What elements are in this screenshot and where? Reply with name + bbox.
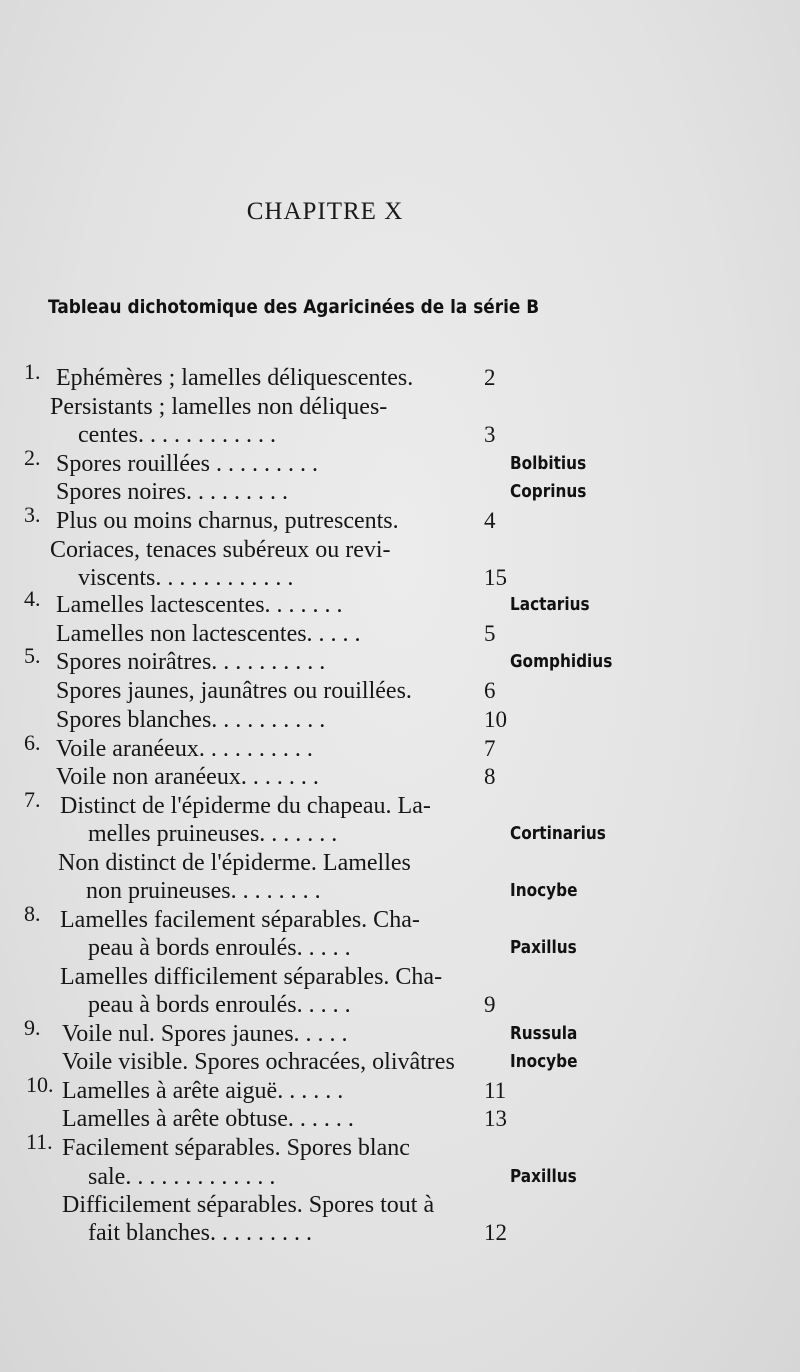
entry-text: Spores noires. . . . . . . . . (56, 479, 288, 505)
entry-text: Spores jaunes, jaunâtres ou rouillées. (56, 678, 412, 704)
entry-number: 5. (24, 643, 41, 668)
chapter-heading: CHAPITRE X (246, 198, 404, 225)
entry-reference: 5 (484, 621, 496, 646)
entry-text: Lamelles difficilement séparables. Cha- (60, 964, 443, 990)
entry-number: 1. (24, 359, 41, 384)
entry-reference: 6 (484, 678, 496, 703)
entry-reference: 12 (484, 1220, 507, 1245)
entry-text: viscents. . . . . . . . . . . . (78, 565, 294, 591)
entry-text: sale. . . . . . . . . . . . . (88, 1164, 276, 1190)
entry-text: Non distinct de l'épiderme. Lamelles (58, 850, 411, 876)
entry-text: fait blanches. . . . . . . . . (88, 1220, 312, 1246)
entry-text: Lamelles à arête obtuse. . . . . . (62, 1106, 354, 1132)
entry-text: Spores noirâtres. . . . . . . . . . (56, 649, 326, 675)
entry-text: Voile nul. Spores jaunes. . . . . (62, 1021, 348, 1047)
entry-text: Coriaces, tenaces subéreux ou revi- (50, 537, 391, 563)
entry-reference: 4 (484, 508, 496, 533)
entry-number: 4. (24, 586, 41, 611)
entry-genus: Gomphidius (510, 651, 613, 672)
entry-number: 9. (24, 1015, 41, 1040)
entry-reference: 13 (484, 1106, 507, 1131)
entry-number: 2. (24, 445, 41, 470)
entry-text: Voile visible. Spores ochracées, olivâtres (62, 1049, 455, 1075)
entry-genus: Inocybe (510, 1051, 578, 1072)
entry-text: peau à bords enroulés. . . . . (88, 935, 351, 961)
entry-text: Distinct de l'épiderme du chapeau. La- (60, 793, 431, 819)
table-subtitle: Tableau dichotomique des Agaricinées de la série B (48, 296, 540, 318)
entry-text: non pruineuses. . . . . . . . (86, 878, 321, 904)
entry-text: Lamelles non lactescentes. . . . . (56, 621, 361, 647)
entry-number: 7. (24, 787, 41, 812)
entry-text: Lamelles lactescentes. . . . . . . (56, 592, 343, 618)
entry-reference: 8 (484, 764, 496, 789)
entry-reference: 11 (484, 1078, 507, 1103)
entry-text: melles pruineuses. . . . . . . (88, 821, 338, 847)
entry-number: 6. (24, 730, 41, 755)
entry-genus: Bolbitius (510, 453, 587, 474)
entry-genus: Russula (510, 1023, 578, 1044)
entry-number: 10. (26, 1072, 54, 1097)
entry-genus: Cortinarius (510, 823, 606, 844)
entry-number: 11. (26, 1129, 53, 1154)
entry-reference: 3 (484, 422, 496, 447)
entry-text: Spores blanches. . . . . . . . . . (56, 707, 326, 733)
entry-text: peau à bords enroulés. . . . . (88, 992, 351, 1018)
entry-reference: 9 (484, 992, 496, 1017)
entry-genus: Paxillus (510, 937, 577, 958)
entry-reference: 10 (484, 707, 507, 732)
entry-reference: 15 (484, 565, 507, 590)
entry-number: 3. (24, 502, 41, 527)
entry-text: Voile aranéeux. . . . . . . . . . (56, 736, 313, 762)
entry-reference: 7 (484, 736, 496, 761)
entry-genus: Inocybe (510, 880, 578, 901)
entry-text: Voile non aranéeux. . . . . . . (56, 764, 319, 790)
entry-text: Plus ou moins charnus, putrescents. (56, 508, 399, 534)
entry-text: Lamelles facilement séparables. Cha- (60, 907, 420, 933)
entry-number: 8. (24, 901, 41, 926)
entry-genus: Lactarius (510, 594, 590, 615)
entry-genus: Paxillus (510, 1166, 577, 1187)
entry-text: Ephémères ; lamelles déliquescentes. (56, 365, 414, 391)
entry-text: Lamelles à arête aiguë. . . . . . (62, 1078, 344, 1104)
entry-text: centes. . . . . . . . . . . . (78, 422, 276, 448)
entry-text: Facilement séparables. Spores blanc (62, 1135, 410, 1161)
entry-genus: Coprinus (510, 481, 587, 502)
entry-text: Difficilement séparables. Spores tout à (62, 1192, 435, 1218)
entry-reference: 2 (484, 365, 496, 390)
entry-text: Persistants ; lamelles non déliques- (50, 394, 388, 420)
entry-text: Spores rouillées . . . . . . . . . (56, 451, 318, 477)
